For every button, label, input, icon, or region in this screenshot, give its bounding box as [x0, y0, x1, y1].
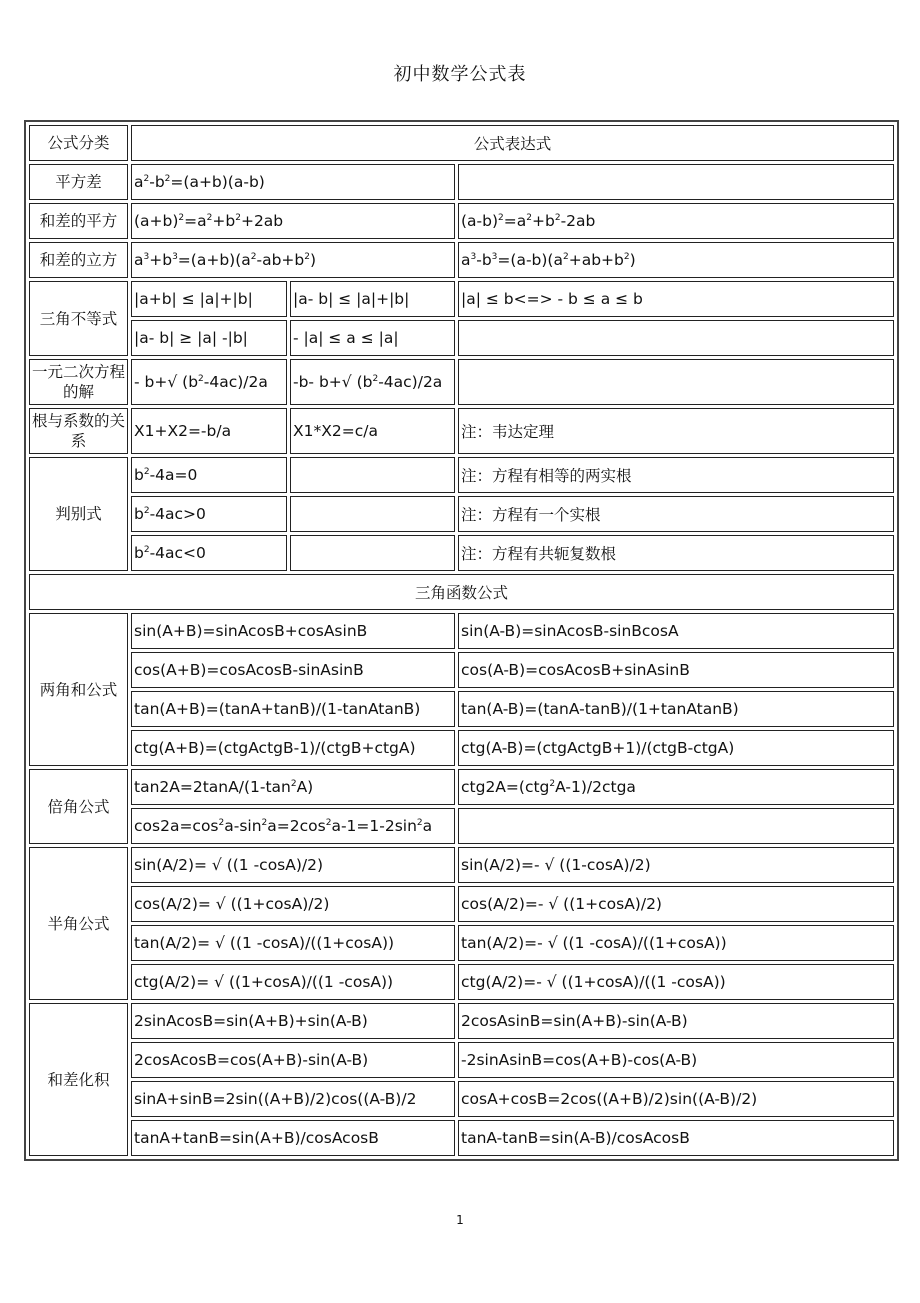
formula-cell: cos(A+B)=cosAcosB-sinAsinB: [131, 652, 455, 688]
table-row: [29, 1042, 894, 1078]
formula-cell: $a^3+b^3=(a+b)(a^2-ab+b^2)$: [131, 242, 455, 278]
row-label-square-diff: 平方差: [29, 164, 128, 200]
formula-cell: $(a-b)^2=a^2+b^2-2ab$: [458, 203, 894, 239]
formula-cell: X1+X2=-b/a: [131, 408, 287, 454]
formula-cell: -2sinAsinB=cos(A+B)-cos(A-B): [458, 1042, 894, 1078]
table-row: [29, 808, 894, 844]
table-row: [29, 886, 894, 922]
empty-cell: [290, 457, 455, 493]
formula-cell: $a^2-b^2=(a+b)(a-b)$: [131, 164, 455, 200]
table-row: [29, 242, 894, 278]
note-cell: 注：方程有相等的两实根: [458, 457, 894, 493]
formula-cell: X1*X2=c/a: [290, 408, 455, 454]
formula-cell: cosA+cosB=2cos((A+B)/2)sin((A-B)/2): [458, 1081, 894, 1117]
formula-cell: ctg(A/2)=- √ ((1+cosA)/((1 -cosA)): [458, 964, 894, 1000]
note-cell: 注：方程有一个实根: [458, 496, 894, 532]
formula-cell: cos(A/2)=- √ ((1+cosA)/2): [458, 886, 894, 922]
formula-cell: sinA+sinB=2sin((A+B)/2)cos((A-B)/2: [131, 1081, 455, 1117]
formula-cell: |a- b| ≥ |a| -|b|: [131, 320, 287, 356]
formula-cell: sin(A/2)=- √ ((1-cosA)/2): [458, 847, 894, 883]
page-number: 1: [456, 1213, 464, 1227]
row-label-quadratic: 一元二次方程的解: [29, 359, 128, 405]
formula-cell: 2cosAcosB=cos(A+B)-sin(A-B): [131, 1042, 455, 1078]
formula-cell: - b+√ $(b^2-4ac)/2a$: [131, 359, 287, 405]
table-row: [29, 281, 894, 317]
empty-cell: [458, 320, 894, 356]
formula-cell: $\cos 2a=\cos^2a-\sin^2a=2\cos^2a-1=1-2\sin^2a$: [131, 808, 455, 844]
formula-cell: |a- b| ≤ |a|+|b|: [290, 281, 455, 317]
formula-cell: ctg(A/2)= √ ((1+cosA)/((1 -cosA)): [131, 964, 455, 1000]
header-category: 公式分类: [29, 125, 128, 161]
row-label-sum-angle: 两角和公式: [29, 613, 128, 766]
table-row: [29, 964, 894, 1000]
table-row: [29, 164, 894, 200]
formula-cell: cos(A/2)= √ ((1+cosA)/2): [131, 886, 455, 922]
row-label-discriminant: 判别式: [29, 457, 128, 571]
formula-cell: $b^2-4a=0$: [131, 457, 287, 493]
section-row: [29, 574, 894, 610]
table-row: [29, 457, 894, 493]
formula-cell: cos(A-B)=cosAcosB+sinAsinB: [458, 652, 894, 688]
formula-cell: $b^2-4ac>0$: [131, 496, 287, 532]
formula-cell: 2sinAcosB=sin(A+B)+sin(A-B): [131, 1003, 455, 1039]
formula-cell: 2cosAsinB=sin(A+B)-sin(A-B): [458, 1003, 894, 1039]
formula-cell: ctg(A+B)=(ctgActgB-1)/(ctgB+ctgA): [131, 730, 455, 766]
row-label-double-angle: 倍角公式: [29, 769, 128, 844]
page-title: 初中数学公式表: [393, 64, 527, 85]
table-row: [29, 535, 894, 571]
row-label-sum-to-product: 和差化积: [29, 1003, 128, 1156]
row-label-sum-cube: 和差的立方: [29, 242, 128, 278]
formula-cell: -b- b+√ $(b^2-4ac)/2a$: [290, 359, 455, 405]
formula-cell: tanA-tanB=sin(A-B)/cosAcosB: [458, 1120, 894, 1156]
formula-table: [24, 120, 899, 1161]
formula-cell: tan(A/2)=- √ ((1 -cosA)/((1+cosA)): [458, 925, 894, 961]
formula-cell: tan(A+B)=(tanA+tanB)/(1-tanAtanB): [131, 691, 455, 727]
table-row: [29, 925, 894, 961]
empty-cell: [458, 164, 894, 200]
formula-cell: $b^2-4ac<0$: [131, 535, 287, 571]
trig-section-title: 三角函数公式: [29, 574, 894, 610]
table-row: [29, 1120, 894, 1156]
table-row: [29, 359, 894, 405]
empty-cell: [290, 535, 455, 571]
formula-cell: ctg(A-B)=(ctgActgB+1)/(ctgB-ctgA): [458, 730, 894, 766]
table-row: [29, 769, 894, 805]
note-cell: 注：方程有共轭复数根: [458, 535, 894, 571]
row-label-vieta: 根与系数的关系: [29, 408, 128, 454]
table-row: [29, 1081, 894, 1117]
row-label-sum-square: 和差的平方: [29, 203, 128, 239]
formula-cell: - |a| ≤ a ≤ |a|: [290, 320, 455, 356]
formula-cell: sin(A/2)= √ ((1 -cosA)/2): [131, 847, 455, 883]
table-row: [29, 1003, 894, 1039]
empty-cell: [458, 359, 894, 405]
formula-cell: sin(A-B)=sinAcosB-sinBcosA: [458, 613, 894, 649]
formula-cell: tan(A/2)= √ ((1 -cosA)/((1+cosA)): [131, 925, 455, 961]
table-row: [29, 203, 894, 239]
table-row: [29, 613, 894, 649]
table-row: [29, 691, 894, 727]
formula-cell: $a^3-b^3=(a-b)(a^2+ab+b^2)$: [458, 242, 894, 278]
table-row: [29, 652, 894, 688]
empty-cell: [290, 496, 455, 532]
table-row: [29, 847, 894, 883]
formula-cell: |a+b| ≤ |a|+|b|: [131, 281, 287, 317]
formula-cell: |a| ≤ b<=> - b ≤ a ≤ b: [458, 281, 894, 317]
header-expression: 公式表达式: [131, 125, 894, 161]
formula-cell: $\tan 2A=2\tan A/(1-\tan^2A)$: [131, 769, 455, 805]
note-cell: 注：韦达定理: [458, 408, 894, 454]
table-row: [29, 730, 894, 766]
row-label-triangle-inequality: 三角不等式: [29, 281, 128, 356]
formula-cell: ctg2A=(ctg$^2$A-1)/2ctga: [458, 769, 894, 805]
formula-cell: tanA+tanB=sin(A+B)/cosAcosB: [131, 1120, 455, 1156]
table-row: [29, 496, 894, 532]
table-row: [29, 320, 894, 356]
formula-cell: $(a+b)^2=a^2+b^2+2ab$: [131, 203, 455, 239]
formula-cell: tan(A-B)=(tanA-tanB)/(1+tanAtanB): [458, 691, 894, 727]
empty-cell: [458, 808, 894, 844]
formula-cell: sin(A+B)=sinAcosB+cosAsinB: [131, 613, 455, 649]
row-label-half-angle: 半角公式: [29, 847, 128, 1000]
table-header-row: [29, 125, 894, 161]
table-row: [29, 408, 894, 454]
